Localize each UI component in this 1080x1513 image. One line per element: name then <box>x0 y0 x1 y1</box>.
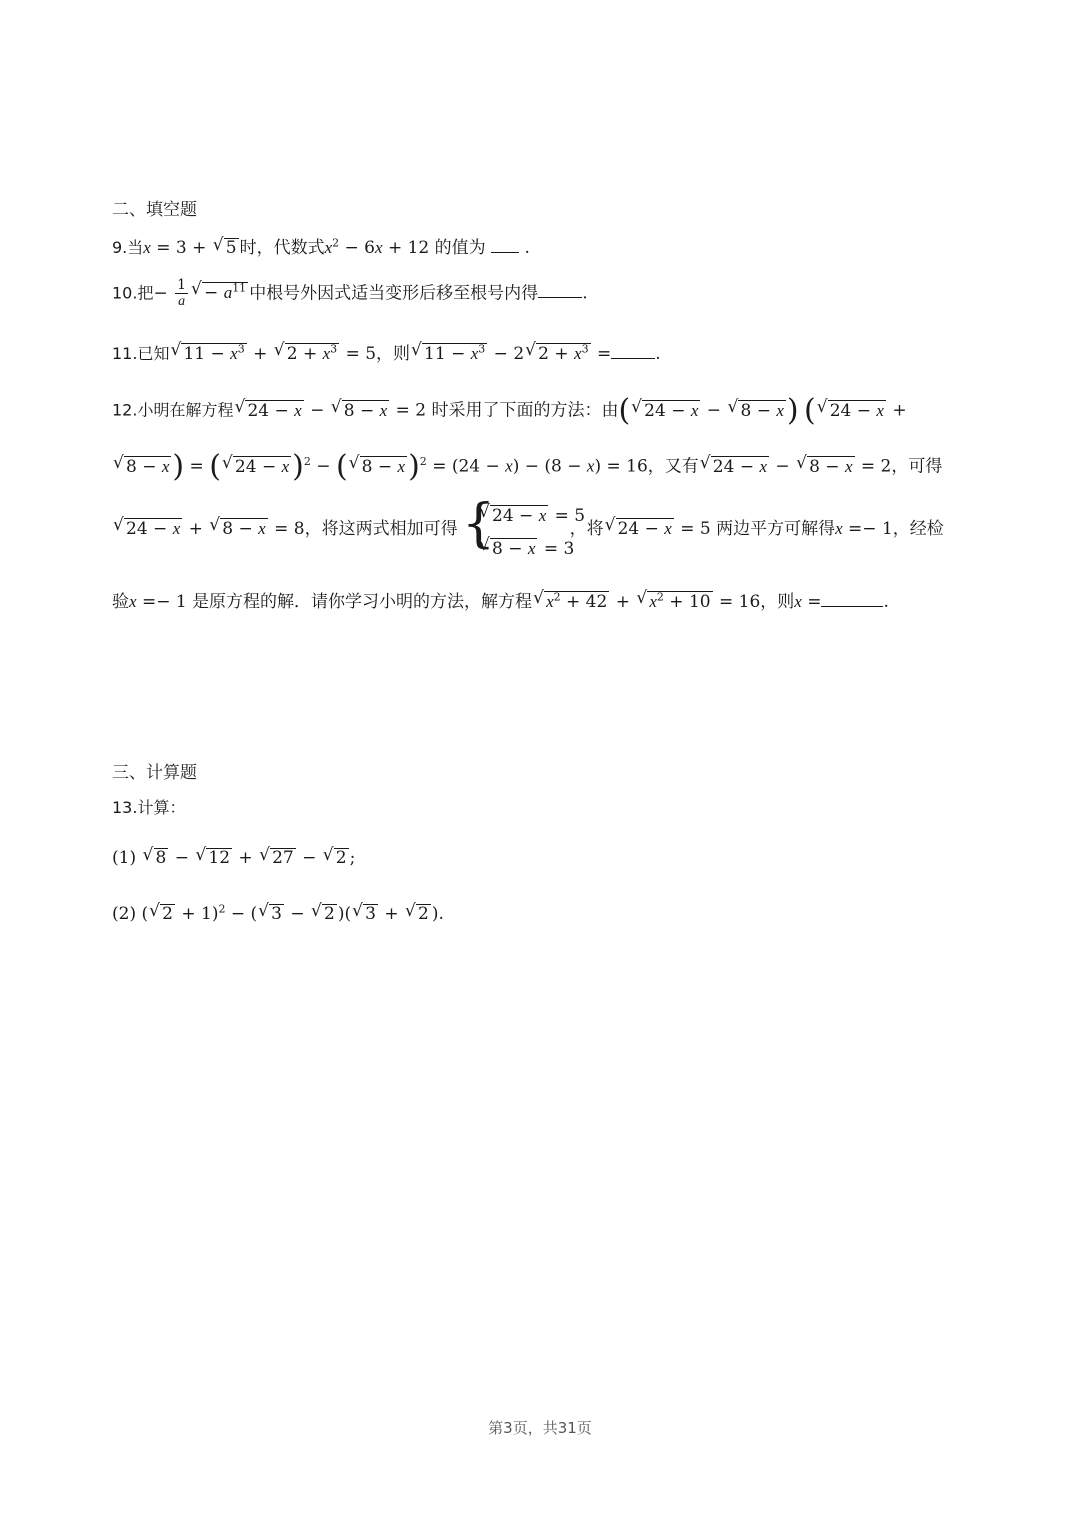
question-13 <box>112 800 185 817</box>
system-eq-2: √ 8 − x = 3 <box>478 538 574 558</box>
q12-end: . <box>883 592 889 612</box>
q13-part2-label: (2) <box>112 904 137 924</box>
q11-label: 11.已知 <box>112 344 170 363</box>
question-13-part-2: (2) (√ 2 + 1)$^2$ − (√ 3 − √ 2 )(√ 3 + √ 2 ). <box>112 904 444 923</box>
sqrt-symbol: √ 12 <box>195 848 232 867</box>
sqrt-symbol: √ − $a^{11}$ <box>191 282 248 302</box>
sqrt-symbol: √ 2 <box>323 848 349 867</box>
q11-text-a: ，则 <box>376 344 411 364</box>
sqrt-symbol: √ 8 − x <box>349 456 407 476</box>
sqrt-symbol: √ $11 - x^3$ <box>170 343 246 363</box>
sqrt-symbol: √ 8 <box>143 848 169 867</box>
question-9: 9.当x = 3 + √ 5 时，代数式$x^2 - 6x + 12$ 的值为 . <box>112 238 530 257</box>
q10-text: 中根号外因式适当变形后移至根号内得 <box>249 283 539 304</box>
sqrt-symbol: √ 8 − x <box>209 518 267 538</box>
sqrt-symbol: √ 8 − x <box>479 538 537 558</box>
sqrt-symbol: √ $2 + x^3$ <box>525 343 590 363</box>
sqrt-symbol: √ 8 − x <box>796 456 854 476</box>
sqrt-symbol: √ 2 <box>405 904 431 923</box>
section-title-fill-in: 二、填空题 <box>112 200 197 220</box>
sqrt-symbol: √ $x^2 + 10$ <box>636 591 712 611</box>
sqrt-symbol: √ 24 − x <box>700 456 769 476</box>
answer-blank <box>538 283 582 298</box>
q12-text-d: ，将这两式相加可得 <box>304 519 458 539</box>
sqrt-symbol: √ $2 + x^3$ <box>274 343 339 363</box>
question-12-line-1: 12.小明在解方程√ 24 − x − √ 8 − x = 2 时采用了下面的方法：由(√ 24 − x − √ 8 − x ) (√ 24 − x + <box>112 396 907 426</box>
q12-text-c: ，可得 <box>891 456 943 477</box>
sqrt-symbol: √ 24 − x <box>605 518 674 538</box>
q12-text-f: 两边平方可解得 <box>716 519 836 539</box>
system-eq-1: √ 24 − x = 5 <box>478 505 585 525</box>
page-footer: 第3页，共31页 <box>488 1419 592 1437</box>
q13-part1-label: (1) <box>112 848 137 868</box>
section-title-calculation: 三、计算题 <box>112 763 197 783</box>
q12-text-i: 是原方程的解．请你学习小明的方法，解方程 <box>192 592 533 612</box>
sqrt-symbol: √ 2 <box>311 904 337 923</box>
sqrt-symbol: √ 24 − x <box>631 400 700 420</box>
sqrt-symbol: √ 8 − x <box>113 456 171 476</box>
sqrt-symbol: √ 8 − x <box>727 400 785 420</box>
sqrt-symbol: √ $x^2 + 42$ <box>533 591 609 611</box>
q9-text-a: 时，代数式 <box>239 238 325 258</box>
question-12-line-2: √ 8 − x ) = (√ 24 − x )$^2$ − (√ 8 − x )$^2$ = (24 − x) − (8 − x) = 16，又有√ 24 − x − √ 8 − x = 2，可得 <box>112 452 942 482</box>
q11-end: . <box>655 344 661 364</box>
q12-text-b: ，又有 <box>647 456 699 477</box>
q12-text-j: ，则 <box>760 592 795 612</box>
q12-text-g: ，经检 <box>892 519 944 539</box>
question-10: 10.把− $\frac{1}{a}$ √ − $a^{11}$ 中根号外因式适当变形后移至根号内得 . <box>112 278 588 310</box>
q12-text-h: 验 <box>112 592 129 612</box>
sqrt-symbol: √ 24 − x <box>222 456 291 476</box>
q9-end: . <box>524 238 530 258</box>
system-brace: { <box>462 494 496 554</box>
fraction: $\frac{1}{a}$ <box>177 277 187 310</box>
answer-blank <box>821 592 883 607</box>
q12-label: 12.小明在解方程 <box>112 400 234 420</box>
question-12-line-3: √ 24 − x + √ 8 − x = 8，将这两式相加可得 ，将√ 24 − x = 5 两边平方可解得x =− 1，经检 <box>112 518 944 538</box>
q12-text-e: ，将 <box>569 519 604 539</box>
question-11: 11.已知√ $11 - x^3$ + √ $2 + x^3 = 5$，则√ $11 - x^3 - 2√$ $2 + x^3$ = . <box>112 343 661 363</box>
q9-text-b: 的值为 <box>434 238 486 258</box>
sqrt-symbol: √ 24 − x <box>479 505 548 525</box>
sqrt-symbol: √ 3 <box>258 904 284 923</box>
sqrt-symbol: √ 24 − x <box>817 400 886 420</box>
question-12-line-4: 验x =− 1 是原方程的解．请你学习小明的方法，解方程√ $x^2 + 42$ + √ $x^2 + 10 = 16$，则x = . <box>112 591 889 611</box>
sqrt-symbol: √ 24 − x <box>113 518 182 538</box>
q12-text-a: 时采用了下面的方法：由 <box>431 400 619 421</box>
sqrt-symbol: √ 27 <box>259 848 296 867</box>
q13-label: 13.计算： <box>112 798 186 817</box>
sqrt-symbol: √ 3 <box>352 904 378 923</box>
sqrt-symbol: √ 8 − x <box>331 400 389 420</box>
answer-blank <box>491 238 519 253</box>
question-13-part-1: (1) √ 8 − √ 12 + √ 27 − √ 2 ; <box>112 848 355 867</box>
sqrt-symbol: √ 24 − x <box>234 400 303 420</box>
q10-label: 10.把 <box>112 283 154 303</box>
q9-label: 9.当 <box>112 238 144 257</box>
sqrt-symbol: √ 2 <box>149 904 175 923</box>
answer-blank <box>611 344 655 359</box>
sqrt-symbol: √ $11 - x^3$ <box>411 343 487 363</box>
q10-end: . <box>582 283 588 304</box>
sqrt-symbol: √ 5 <box>213 238 239 257</box>
